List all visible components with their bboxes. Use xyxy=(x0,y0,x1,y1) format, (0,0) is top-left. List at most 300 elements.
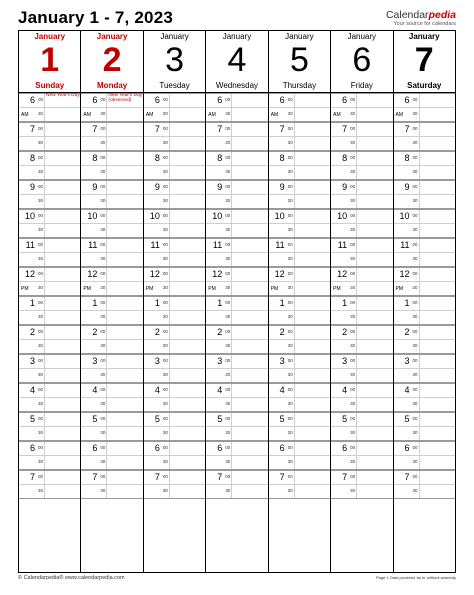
time-slot[interactable] xyxy=(206,224,267,239)
slot-divider xyxy=(169,166,170,180)
slot-divider xyxy=(294,355,295,368)
time-slot[interactable] xyxy=(144,151,205,166)
time-slot[interactable] xyxy=(269,267,330,282)
time-slot[interactable] xyxy=(269,485,330,500)
time-slot[interactable] xyxy=(269,427,330,442)
slot-divider xyxy=(294,123,295,136)
time-slot[interactable] xyxy=(81,369,142,384)
time-slot[interactable] xyxy=(269,412,330,427)
time-slot[interactable] xyxy=(331,137,392,152)
time-slot[interactable] xyxy=(331,209,392,224)
time-slot[interactable] xyxy=(19,267,80,282)
time-slot[interactable] xyxy=(331,398,392,413)
hour-label: 2 xyxy=(217,327,223,337)
day-column xyxy=(206,31,268,572)
minute-label: 30 xyxy=(225,139,231,145)
day-number: 3 xyxy=(165,41,185,79)
hour-label: 3 xyxy=(404,356,410,366)
time-slot[interactable] xyxy=(19,296,80,311)
slot-divider xyxy=(356,239,357,252)
time-slot[interactable] xyxy=(206,311,267,326)
minute-label: 30 xyxy=(100,342,106,348)
time-slot[interactable] xyxy=(206,209,267,224)
time-slot[interactable] xyxy=(331,267,392,282)
time-slot[interactable] xyxy=(81,209,142,224)
time-slot[interactable] xyxy=(19,137,80,152)
time-slot[interactable] xyxy=(394,122,455,137)
time-slot[interactable] xyxy=(144,325,205,340)
time-slot[interactable] xyxy=(206,151,267,166)
minute-label: 00 xyxy=(100,358,106,363)
hour-label: 7 xyxy=(342,472,348,482)
time-slot[interactable] xyxy=(206,383,267,398)
time-slot[interactable] xyxy=(206,456,267,471)
time-slot[interactable] xyxy=(144,93,205,108)
minute-label: 30 xyxy=(350,487,356,493)
minute-label: 00 xyxy=(38,242,44,247)
hour-label: 12 xyxy=(399,269,410,279)
slot-divider xyxy=(294,442,295,455)
slot-divider xyxy=(106,398,107,412)
time-slot[interactable] xyxy=(394,441,455,456)
minute-label: 00 xyxy=(287,300,293,305)
time-slot[interactable] xyxy=(394,267,455,282)
time-slot[interactable] xyxy=(81,108,142,123)
time-slot[interactable] xyxy=(81,456,142,471)
slot-divider xyxy=(419,268,420,281)
hour-label: 7 xyxy=(92,472,98,482)
time-slot[interactable] xyxy=(394,456,455,471)
time-slot[interactable] xyxy=(19,122,80,137)
day-header xyxy=(19,31,80,93)
minute-label: 00 xyxy=(287,213,293,218)
time-slot[interactable] xyxy=(81,180,142,195)
slot-divider xyxy=(294,413,295,426)
hour-label: 10 xyxy=(87,211,98,221)
slot-divider xyxy=(44,108,45,122)
time-slot[interactable] xyxy=(206,122,267,137)
time-slot[interactable] xyxy=(269,470,330,485)
time-slot[interactable] xyxy=(81,253,142,268)
day-column xyxy=(331,31,393,572)
time-slot[interactable] xyxy=(81,238,142,253)
time-slot[interactable] xyxy=(144,122,205,137)
time-slot[interactable] xyxy=(144,224,205,239)
slot-divider xyxy=(356,268,357,281)
time-slot[interactable] xyxy=(331,369,392,384)
time-slots xyxy=(81,93,142,572)
slot-divider xyxy=(231,311,232,325)
time-slot[interactable] xyxy=(19,340,80,355)
time-slot[interactable] xyxy=(19,427,80,442)
time-slot[interactable] xyxy=(81,427,142,442)
time-slot[interactable] xyxy=(269,354,330,369)
time-slot[interactable] xyxy=(269,296,330,311)
minute-label: 00 xyxy=(412,300,418,305)
time-slot[interactable] xyxy=(394,238,455,253)
time-slot[interactable] xyxy=(81,122,142,137)
time-slot[interactable] xyxy=(81,340,142,355)
time-slot[interactable] xyxy=(394,311,455,326)
minute-label: 00 xyxy=(162,126,168,131)
time-slot[interactable] xyxy=(81,412,142,427)
slot-divider xyxy=(231,210,232,223)
time-slot[interactable] xyxy=(331,108,392,123)
time-slot[interactable] xyxy=(144,209,205,224)
hour-label: 9 xyxy=(279,182,285,192)
minute-label: 00 xyxy=(225,155,231,160)
time-slot[interactable] xyxy=(144,427,205,442)
time-slot[interactable] xyxy=(81,470,142,485)
time-slot[interactable] xyxy=(144,282,205,297)
time-slot[interactable] xyxy=(331,296,392,311)
time-slot[interactable] xyxy=(394,296,455,311)
time-slot[interactable] xyxy=(331,311,392,326)
time-slot[interactable] xyxy=(206,195,267,210)
minute-label: 30 xyxy=(287,342,293,348)
minute-label: 00 xyxy=(287,184,293,189)
time-slot[interactable] xyxy=(206,93,267,108)
hour-label: 4 xyxy=(217,385,223,395)
time-slot[interactable] xyxy=(331,238,392,253)
time-slot[interactable] xyxy=(19,238,80,253)
time-slot[interactable] xyxy=(394,166,455,181)
time-slot[interactable] xyxy=(81,383,142,398)
slot-divider xyxy=(419,166,420,180)
time-slot[interactable] xyxy=(206,441,267,456)
time-slot[interactable] xyxy=(394,137,455,152)
am-label: AM xyxy=(208,111,216,118)
time-slot[interactable] xyxy=(19,209,80,224)
time-slot[interactable] xyxy=(331,166,392,181)
time-slot[interactable] xyxy=(81,325,142,340)
time-slot[interactable] xyxy=(19,151,80,166)
time-slot[interactable] xyxy=(394,412,455,427)
time-slot[interactable] xyxy=(144,296,205,311)
slot-divider xyxy=(231,355,232,368)
time-slot[interactable] xyxy=(19,180,80,195)
minute-label: 30 xyxy=(287,255,293,261)
time-slot[interactable] xyxy=(206,369,267,384)
time-slot[interactable] xyxy=(269,166,330,181)
time-slot[interactable] xyxy=(331,340,392,355)
time-slot[interactable] xyxy=(144,340,205,355)
time-slot[interactable] xyxy=(331,412,392,427)
slot-divider xyxy=(106,355,107,368)
minute-label: 30 xyxy=(38,458,44,464)
slot-divider xyxy=(44,94,45,107)
time-slots xyxy=(206,93,267,572)
minute-label: 00 xyxy=(100,300,106,305)
slot-divider xyxy=(419,282,420,296)
time-slot[interactable] xyxy=(269,122,330,137)
time-slot[interactable] xyxy=(394,151,455,166)
time-slot[interactable] xyxy=(269,224,330,239)
minute-label: 00 xyxy=(162,242,168,247)
brand-accent: pedia xyxy=(428,9,456,21)
time-slot[interactable] xyxy=(206,427,267,442)
time-slot[interactable] xyxy=(269,151,330,166)
minute-label: 30 xyxy=(350,168,356,174)
time-slot[interactable] xyxy=(19,325,80,340)
time-slot[interactable] xyxy=(81,296,142,311)
time-slot[interactable] xyxy=(144,398,205,413)
time-slot[interactable] xyxy=(19,108,80,123)
time-slot[interactable] xyxy=(81,485,142,500)
time-slot[interactable] xyxy=(269,369,330,384)
time-slot[interactable] xyxy=(81,137,142,152)
time-slot[interactable] xyxy=(394,253,455,268)
slot-divider xyxy=(419,413,420,426)
minute-label: 30 xyxy=(100,458,106,464)
slot-divider xyxy=(294,398,295,412)
time-slot[interactable] xyxy=(331,180,392,195)
time-slot[interactable] xyxy=(206,325,267,340)
time-slot[interactable] xyxy=(269,282,330,297)
time-slot[interactable] xyxy=(394,427,455,442)
minute-label: 30 xyxy=(412,371,418,377)
slot-divider xyxy=(356,195,357,209)
time-slot[interactable] xyxy=(19,456,80,471)
minute-label: 30 xyxy=(287,458,293,464)
time-slot[interactable] xyxy=(394,369,455,384)
time-slot[interactable] xyxy=(144,137,205,152)
slot-divider xyxy=(294,224,295,238)
time-slot[interactable] xyxy=(206,282,267,297)
time-slot[interactable] xyxy=(331,441,392,456)
minute-label: 30 xyxy=(412,400,418,406)
slot-divider xyxy=(231,152,232,165)
time-slot[interactable] xyxy=(331,427,392,442)
time-slot[interactable] xyxy=(331,224,392,239)
hour-label: 9 xyxy=(217,182,223,192)
time-slot[interactable] xyxy=(394,383,455,398)
time-slot[interactable] xyxy=(394,180,455,195)
time-slot[interactable] xyxy=(19,282,80,297)
time-slot[interactable] xyxy=(144,253,205,268)
time-slot[interactable] xyxy=(269,93,330,108)
time-slot[interactable] xyxy=(81,267,142,282)
time-slot[interactable] xyxy=(206,485,267,500)
time-slot[interactable] xyxy=(19,470,80,485)
time-slot[interactable] xyxy=(331,93,392,108)
time-slot[interactable] xyxy=(269,325,330,340)
time-slot[interactable] xyxy=(394,195,455,210)
time-slot[interactable] xyxy=(206,412,267,427)
slot-divider xyxy=(294,137,295,151)
time-slot[interactable] xyxy=(144,383,205,398)
time-slot[interactable] xyxy=(19,441,80,456)
time-slot[interactable] xyxy=(144,456,205,471)
minute-label: 00 xyxy=(38,155,44,160)
hour-label: 8 xyxy=(279,153,285,163)
slot-divider xyxy=(169,427,170,441)
time-slot[interactable] xyxy=(394,470,455,485)
time-slot[interactable] xyxy=(144,180,205,195)
hour-label: 5 xyxy=(404,414,410,424)
time-slot[interactable] xyxy=(269,340,330,355)
footer-copyright: © Calendarpedia® www.calendarpedia.com xyxy=(18,575,125,581)
minute-label: 00 xyxy=(350,271,356,276)
minute-label: 00 xyxy=(350,329,356,334)
time-slot[interactable] xyxy=(19,383,80,398)
time-slot[interactable] xyxy=(206,340,267,355)
time-slot[interactable] xyxy=(206,354,267,369)
hour-label: 1 xyxy=(279,298,285,308)
time-slot[interactable] xyxy=(81,282,142,297)
time-slot[interactable] xyxy=(394,282,455,297)
time-slot[interactable] xyxy=(269,441,330,456)
time-slot[interactable] xyxy=(144,238,205,253)
time-slot[interactable] xyxy=(331,470,392,485)
time-slot[interactable] xyxy=(19,369,80,384)
time-slot[interactable] xyxy=(394,108,455,123)
time-slot[interactable] xyxy=(331,325,392,340)
time-slot[interactable] xyxy=(19,311,80,326)
time-slot[interactable] xyxy=(144,195,205,210)
time-slot[interactable] xyxy=(394,224,455,239)
time-slot[interactable] xyxy=(144,108,205,123)
time-slot[interactable] xyxy=(81,151,142,166)
time-slot[interactable] xyxy=(206,180,267,195)
time-slot[interactable] xyxy=(206,470,267,485)
time-slot[interactable] xyxy=(331,485,392,500)
hour-label: 9 xyxy=(29,182,35,192)
time-slot[interactable] xyxy=(19,195,80,210)
weekday-name: Saturday xyxy=(407,81,442,90)
time-slot[interactable] xyxy=(144,470,205,485)
time-slot[interactable] xyxy=(206,166,267,181)
time-slot[interactable] xyxy=(144,412,205,427)
minute-label: 30 xyxy=(100,429,106,435)
time-slot[interactable] xyxy=(144,369,205,384)
minute-label: 30 xyxy=(287,197,293,203)
time-slot[interactable] xyxy=(331,354,392,369)
time-slot[interactable] xyxy=(269,383,330,398)
time-slot[interactable] xyxy=(81,166,142,181)
time-slot[interactable] xyxy=(81,354,142,369)
minute-label: 30 xyxy=(225,110,231,116)
minute-label: 00 xyxy=(38,474,44,479)
time-slot[interactable] xyxy=(206,296,267,311)
hour-label: 11 xyxy=(212,240,223,250)
minute-label: 00 xyxy=(100,126,106,131)
slot-divider xyxy=(294,471,295,484)
time-slot[interactable] xyxy=(81,195,142,210)
time-slot[interactable] xyxy=(331,383,392,398)
time-slot[interactable] xyxy=(81,398,142,413)
time-slot[interactable] xyxy=(206,108,267,123)
time-slot[interactable] xyxy=(81,441,142,456)
slot-divider xyxy=(44,413,45,426)
slot-divider xyxy=(356,456,357,470)
hour-label: 9 xyxy=(404,182,410,192)
time-slot[interactable] xyxy=(394,485,455,500)
time-slot[interactable] xyxy=(144,354,205,369)
time-slot[interactable] xyxy=(331,195,392,210)
time-slot[interactable] xyxy=(331,282,392,297)
slot-divider xyxy=(294,297,295,310)
time-slot[interactable] xyxy=(331,122,392,137)
time-slot[interactable] xyxy=(144,166,205,181)
time-slot[interactable] xyxy=(19,354,80,369)
time-slot[interactable] xyxy=(19,224,80,239)
minute-label: 30 xyxy=(100,197,106,203)
minute-label: 30 xyxy=(412,226,418,232)
slot-divider xyxy=(231,442,232,455)
time-slot[interactable] xyxy=(394,340,455,355)
time-slot[interactable] xyxy=(144,485,205,500)
minute-label: 00 xyxy=(38,126,44,131)
hour-label: 2 xyxy=(342,327,348,337)
time-slot[interactable] xyxy=(81,311,142,326)
time-slot[interactable] xyxy=(331,253,392,268)
time-slot[interactable] xyxy=(269,311,330,326)
slot-divider xyxy=(169,210,170,223)
hour-label: 11 xyxy=(400,240,410,250)
minute-label: 00 xyxy=(350,445,356,450)
slot-divider xyxy=(169,152,170,165)
time-slot[interactable] xyxy=(19,166,80,181)
slot-divider xyxy=(294,282,295,296)
hour-label: 6 xyxy=(92,95,98,105)
time-slot[interactable] xyxy=(269,108,330,123)
time-slot[interactable] xyxy=(19,398,80,413)
slot-divider xyxy=(419,398,420,412)
time-slot[interactable] xyxy=(269,195,330,210)
time-slot[interactable] xyxy=(269,209,330,224)
slot-divider xyxy=(419,384,420,397)
slot-divider xyxy=(106,195,107,209)
time-slot[interactable] xyxy=(394,209,455,224)
time-slot[interactable] xyxy=(394,93,455,108)
minute-label: 30 xyxy=(350,458,356,464)
time-slot[interactable] xyxy=(269,253,330,268)
time-slot[interactable] xyxy=(269,137,330,152)
slot-divider xyxy=(169,326,170,339)
time-slot[interactable] xyxy=(81,224,142,239)
time-slot[interactable] xyxy=(269,180,330,195)
time-slot[interactable] xyxy=(394,354,455,369)
time-slot[interactable] xyxy=(331,456,392,471)
time-slot[interactable] xyxy=(269,456,330,471)
minute-label: 00 xyxy=(100,184,106,189)
minute-label: 30 xyxy=(287,371,293,377)
time-slot[interactable] xyxy=(19,253,80,268)
time-slot[interactable] xyxy=(331,151,392,166)
minute-label: 00 xyxy=(38,416,44,421)
time-slot[interactable] xyxy=(206,267,267,282)
time-slot[interactable] xyxy=(144,311,205,326)
time-slot[interactable] xyxy=(394,398,455,413)
time-slot[interactable] xyxy=(19,485,80,500)
slot-divider xyxy=(231,181,232,194)
time-slot[interactable] xyxy=(144,441,205,456)
time-slot[interactable] xyxy=(269,398,330,413)
time-slot[interactable] xyxy=(206,398,267,413)
time-slot[interactable] xyxy=(144,267,205,282)
time-slot[interactable] xyxy=(206,253,267,268)
time-slot[interactable] xyxy=(206,137,267,152)
minute-label: 30 xyxy=(162,226,168,232)
time-slot[interactable] xyxy=(269,238,330,253)
time-slot[interactable] xyxy=(394,325,455,340)
time-slot[interactable] xyxy=(19,412,80,427)
hour-label: 11 xyxy=(150,240,160,250)
minute-label: 30 xyxy=(412,139,418,145)
pm-label: PM xyxy=(145,285,154,292)
time-slot[interactable] xyxy=(206,238,267,253)
